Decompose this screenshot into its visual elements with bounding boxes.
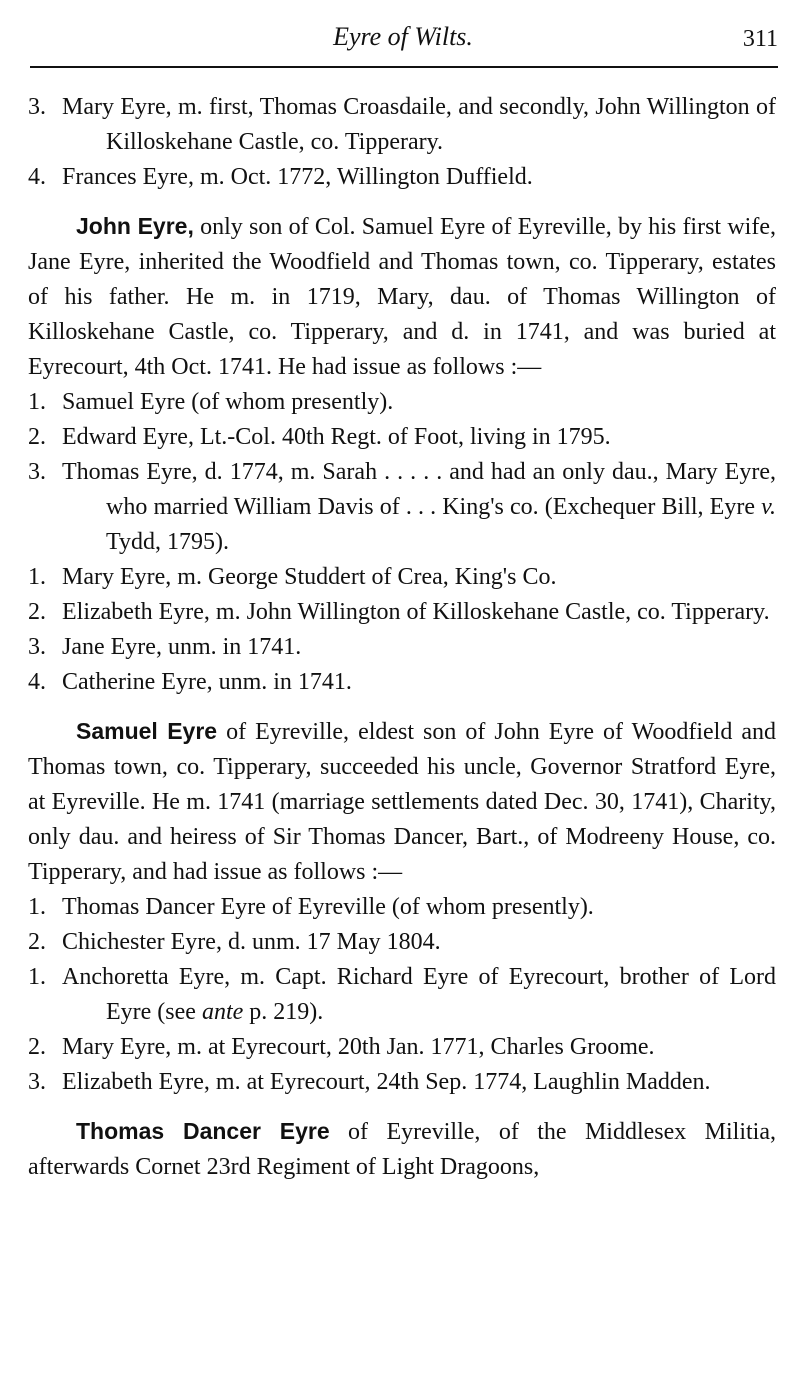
page-number: 311: [742, 26, 778, 52]
list-item: 3. Elizabeth Eyre, m. at Eyrecourt, 24th Sep. 1774, Laughlin Madden.: [28, 1069, 711, 1095]
paragraph-john-eyre: John Eyre, only son of Col. Samuel Eyre of Eyreville, by his first wife, Jane Eyre, inherited the Woodfield and Thomas town, co. Tipperary, estates of his father. He m. in 1719, Mary, dau. of Thomas Willington of Killoskehane Castle, co. Tipperary, and d. in 1741, and was buried at Eyrecourt, 4th Oct. 1741. He had issue as follows :—: [28, 213, 776, 380]
list-item: 1. Samuel Eyre (of whom presently).: [28, 389, 394, 415]
list-item: 1. Thomas Dancer Eyre of Eyreville (of whom presently).: [28, 894, 594, 920]
paragraph-samuel-eyre: Samuel Eyre of Eyreville, eldest son of John Eyre of Woodfield and Thomas town, co. Tipperary, succeeded his uncle, Governor Stratford Eyre, at Eyreville. He m. 1741 (marriage settlements dated Dec. 30, 1741), Charity, only dau. and heiress of Sir Thomas Dancer, Bart., of Modreeny House, co. Tipperary, and had issue as follows :—: [28, 718, 776, 885]
person-name: Thomas Dancer Eyre: [76, 1118, 330, 1144]
list-item: 3. Jane Eyre, unm. in 1741.: [28, 634, 302, 660]
running-header: [28, 14, 778, 64]
paragraph-thomas-dancer-eyre: Thomas Dancer Eyre of Eyreville, of the Middlesex Militia, afterwards Cornet 23rd Regiment of Light Dragoons,: [28, 1118, 776, 1180]
person-name: Samuel Eyre: [76, 718, 218, 744]
list-item: 2. Mary Eyre, m. at Eyrecourt, 20th Jan. 1771, Charles Groome.: [28, 1034, 655, 1060]
list-item: 3. Mary Eyre, m. first, Thomas Croasdaile, and secondly, John Willington of Killoskehane Castle, co. Tipperary.: [28, 94, 776, 155]
list-item: 3. Thomas Eyre, d. 1774, m. Sarah . . . . . and had an only dau., Mary Eyre, who married William Davis of . . . King's co. (Exchequer Bill, Eyre v. Tydd, 1795).: [28, 459, 776, 555]
list-item: 4. Catherine Eyre, unm. in 1741.: [28, 669, 352, 695]
list-item: 2. Edward Eyre, Lt.-Col. 40th Regt. of Foot, living in 1795.: [28, 424, 611, 450]
person-name: John Eyre,: [76, 213, 194, 239]
list-item: 2. Chichester Eyre, d. unm. 17 May 1804.: [28, 929, 441, 955]
list-item: 1. Anchoretta Eyre, m. Capt. Richard Eyre of Eyrecourt, brother of Lord Eyre (see ante p. 219).: [28, 964, 776, 1025]
list-item: 1. Mary Eyre, m. George Studdert of Crea, King's Co.: [28, 564, 557, 590]
page-title: Eyre of Wilts.: [333, 22, 473, 51]
list-item: 2. Elizabeth Eyre, m. John Willington of Killoskehane Castle, co. Tipperary.: [28, 599, 770, 625]
header-rule: [30, 66, 778, 68]
list-item: 4. Frances Eyre, m. Oct. 1772, Willington Duffield.: [28, 164, 533, 190]
page-body: [28, 90, 776, 1185]
